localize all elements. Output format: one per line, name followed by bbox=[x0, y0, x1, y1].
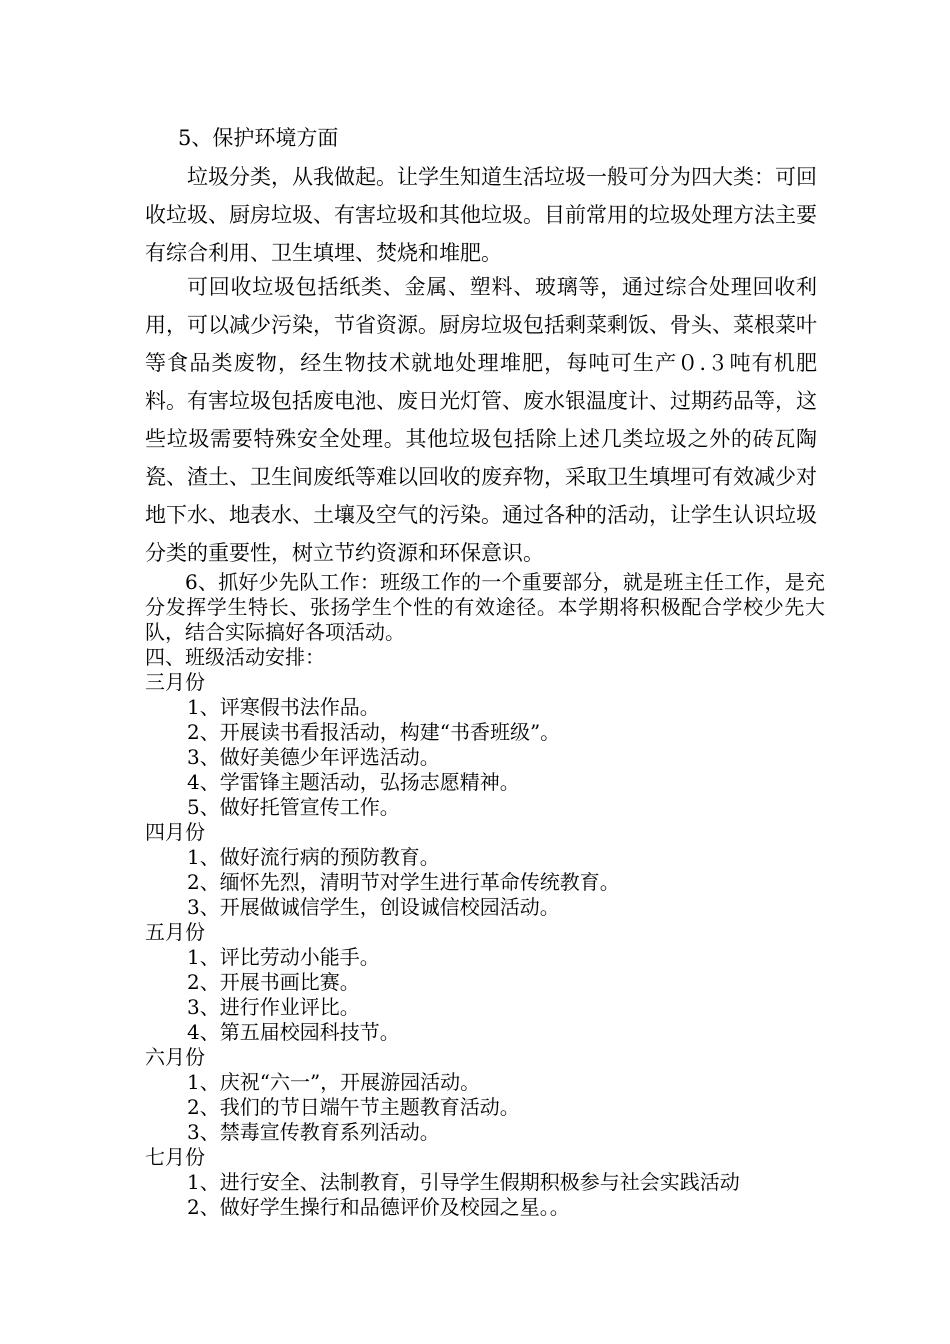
list-item: 2、缅怀先烈，清明节对学生进行革命传统教育。 bbox=[187, 870, 620, 894]
list-item: 4、学雷锋主题活动，弘扬志愿精神。 bbox=[187, 770, 520, 794]
month-label: 三月份 bbox=[145, 670, 205, 694]
activity-schedule bbox=[145, 645, 825, 1220]
list-item: 5、做好托管宣传工作。 bbox=[187, 795, 400, 819]
month-block-march bbox=[145, 670, 825, 820]
month-block-july bbox=[145, 1145, 825, 1220]
month-block-april bbox=[145, 820, 825, 920]
list-item: 1、评比劳动小能手。 bbox=[187, 945, 380, 969]
list-item: 4、第五届校园科技节。 bbox=[187, 1020, 400, 1044]
list-item: 1、评寒假书法作品。 bbox=[187, 695, 380, 719]
paragraph-waste-classification: 垃圾分类，从我做起。让学生知道生活垃圾一般可分为四大类：可回收垃圾、厨房垃圾、有害垃圾和其他垃圾。目前常用的垃圾处理方法主要有综合利用、卫生填埋、焚烧和堆肥。 bbox=[145, 165, 817, 265]
list-item: 1、庆祝“六一”，开展游园活动。 bbox=[187, 1070, 481, 1094]
month-label: 六月份 bbox=[145, 1045, 205, 1069]
list-item: 2、开展读书看报活动，构建“书香班级”。 bbox=[187, 720, 561, 744]
list-item: 2、开展书画比赛。 bbox=[187, 970, 360, 994]
list-item: 3、开展做诚信学生，创设诚信校园活动。 bbox=[187, 895, 560, 919]
month-block-june bbox=[145, 1045, 825, 1145]
section-heading-environment: 5、保护环境方面 bbox=[178, 126, 339, 150]
paragraph-young-pioneers: 6、抓好少先队工作：班级工作的一个重要部分，就是班主任工作，是充分发挥学生特长、张扬学生个性的有效途径。本学期将积极配合学校少先大队，结合实际搞好各项活动。 bbox=[145, 570, 825, 644]
list-item: 3、做好美德少年评选活动。 bbox=[187, 745, 440, 769]
list-item: 3、禁毒宣传教育系列活动。 bbox=[187, 1120, 440, 1144]
month-label: 五月份 bbox=[145, 920, 205, 944]
list-item: 1、做好流行病的预防教育。 bbox=[187, 845, 440, 869]
list-item: 2、做好学生操行和品德评价及校园之星。。 bbox=[187, 1195, 570, 1219]
paragraph-waste-types: 可回收垃圾包括纸类、金属、塑料、玻璃等，通过综合处理回收利用，可以减少污染，节省资源。厨房垃圾包括剩菜剩饭、骨头、菜根菜叶等食品类废物，经生物技术就地处理堆肥，每吨可生产０.３吨有机肥料。有害垃圾包括废电池、废日光灯管、废水银温度计、过期药品等，这些垃圾需要特殊安全处理。其他垃圾包括除上述几类垃圾之外的砖瓦陶瓷、渣土、卫生间废纸等难以回收的废弃物，采取卫生填埋可有效减少对地下水、地表水、土壤及空气的污染。通过各种的活动，让学生认识垃圾分类的重要性，树立节约资源和环保意识。 bbox=[145, 275, 817, 565]
list-item: 1、进行安全、法制教育，引导学生假期积极参与社会实践活动 bbox=[187, 1170, 740, 1194]
month-label: 四月份 bbox=[145, 820, 205, 844]
list-item: 3、进行作业评比。 bbox=[187, 995, 360, 1019]
month-block-may bbox=[145, 920, 825, 1045]
list-item: 2、我们的节日端午节主题教育活动。 bbox=[187, 1095, 520, 1119]
month-label: 七月份 bbox=[145, 1145, 205, 1169]
schedule-title: 四、班级活动安排： bbox=[145, 645, 325, 669]
